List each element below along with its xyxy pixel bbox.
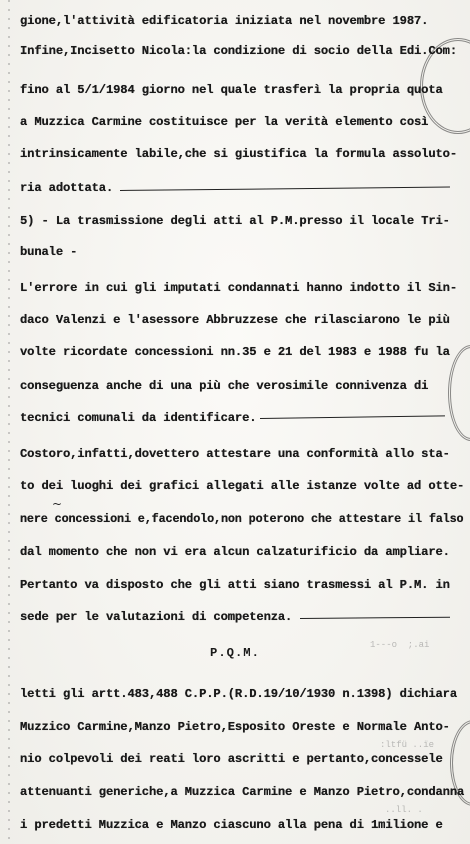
text-line-14: Costoro,infatti,dovettero attestare una conformità allo sta- xyxy=(20,447,450,461)
text-line-3: fino al 5/1/1984 giorno nel quale trasferì la propria quota xyxy=(20,83,443,97)
text-line-12: conseguenza anche di una più che verosimile connivenza di xyxy=(20,379,429,393)
section-heading: P.Q.M. xyxy=(210,646,260,660)
text-line-1: gione,l'attività edificatoria iniziata nel novembre 1987. xyxy=(20,14,429,28)
text-line-7: 5) - La trasmissione degli atti al P.M.presso il locale Tri- xyxy=(20,214,450,228)
text-line-18: Pertanto va disposto che gli atti siano trasmessi al P.M. in xyxy=(20,578,450,592)
ink-line-1 xyxy=(120,187,450,191)
text-line-15: to dei luoghi dei grafici allegati alle istanze volte ad otte- xyxy=(20,479,465,493)
text-line-23: attenuanti generiche,a Muzzica Carmine e Manzo Pietro,condanna xyxy=(20,785,465,799)
text-line-10: daco Valenzi e l'asessore Abbruzzese che rilasciarono le più xyxy=(20,313,450,327)
text-line-24: i predetti Muzzica e Manzo ciascuno alla pena di 1milione e xyxy=(20,818,443,832)
text-line-21: Muzzico Carmine,Manzo Pietro,Esposito Oreste e Normale Anto- xyxy=(20,720,450,734)
text-line-17: dal momento che non vi era alcun calzaturificio da ampliare. xyxy=(20,545,450,559)
bleed-through-1: 1---o ;.ai xyxy=(370,640,430,650)
text-line-9: L'errore in cui gli imputati condannati hanno indotto il Sin- xyxy=(20,281,457,295)
punched-margin xyxy=(8,0,10,844)
text-line-16: nere concessioni e,facendolo,non poterono che attestare il falso xyxy=(20,512,464,526)
text-line-4: a Muzzica Carmine costituisce per la verità elemento così xyxy=(20,115,429,129)
ink-line-2 xyxy=(260,415,445,419)
bleed-through-3: ..ll. . xyxy=(385,805,423,815)
text-line-8: bunale - xyxy=(20,245,78,259)
text-line-2: Infine,Incisetto Nicola:la condizione di socio della Edi.Com: xyxy=(20,44,457,58)
text-line-13: tecnici comunali da identificare. xyxy=(20,411,257,425)
text-line-20: letti gli artt.483,488 C.P.P.(R.D.19/10/1930 n.1398) dichiara xyxy=(20,687,457,701)
handwritten-correction: ~ xyxy=(52,497,63,511)
bleed-through-2: :ltfü ..ïe xyxy=(380,740,435,750)
ink-line-3 xyxy=(300,617,450,619)
text-line-6: ria adottata. xyxy=(20,181,114,195)
text-line-5: intrinsicamente labile,che si giustifica la formula assoluto- xyxy=(20,147,457,161)
text-line-22: nio colpevoli dei reati loro ascritti e pertanto,concessele xyxy=(20,752,443,766)
text-line-19: sede per le valutazioni di competenza. xyxy=(20,610,293,624)
text-line-11: volte ricordate concessioni nn.35 e 21 del 1983 e 1988 fu la xyxy=(20,345,450,359)
official-stamp-middle xyxy=(448,345,470,441)
